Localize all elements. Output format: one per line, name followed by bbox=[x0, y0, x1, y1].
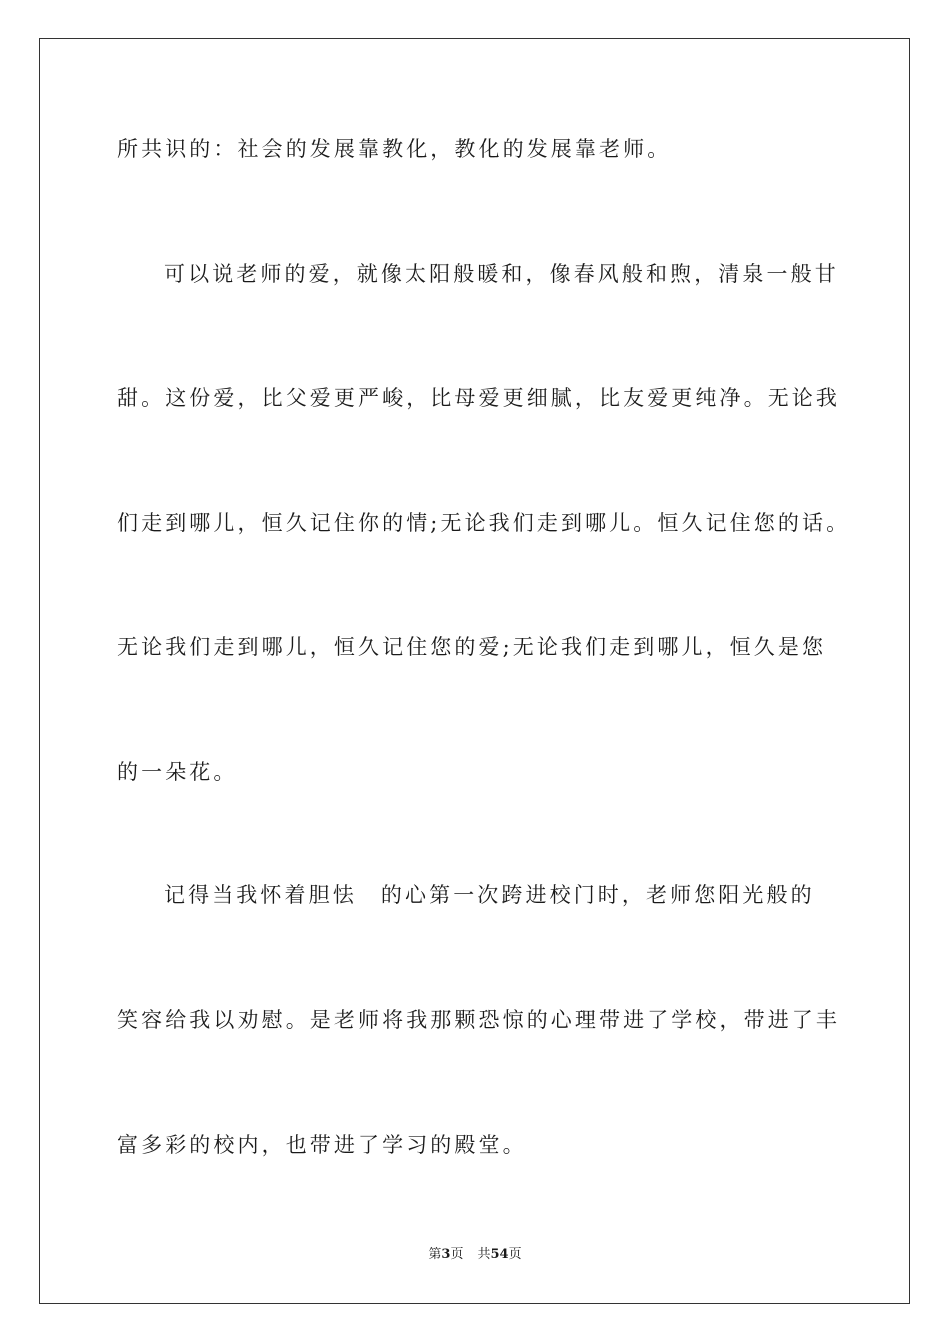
total-suffix: 页 bbox=[508, 1247, 522, 1262]
text-line: 甜。这份爱，比父爱更严峻，比母爱更细腻，比友爱更纯净。无论我 bbox=[117, 386, 840, 410]
text-line: 富多彩的校内，也带进了学习的殿堂。 bbox=[117, 1133, 527, 1157]
text-line: 笑容给我以劝慰。是老师将我那颗恐惊的心理带进了学校，带进了丰 bbox=[117, 1008, 840, 1032]
text-line: 记得当我怀着胆怯 的心第一次跨进校门时，老师您阳光般的 bbox=[164, 883, 815, 907]
page-footer bbox=[0, 1246, 950, 1264]
page-prefix: 第 bbox=[428, 1247, 442, 1262]
text-line: 无论我们走到哪儿，恒久记住您的爱;无论我们走到哪儿，恒久是您 bbox=[117, 635, 827, 659]
text-line: 的一朵花。 bbox=[117, 760, 238, 784]
total-prefix: 共 bbox=[477, 1247, 491, 1262]
page-suffix: 页 bbox=[450, 1247, 464, 1262]
text-line: 们走到哪儿，恒久记住你的情;无论我们走到哪儿。恒久记住您的话。 bbox=[117, 511, 851, 535]
text-line: 所共识的：社会的发展靠教化，教化的发展靠老师。 bbox=[117, 137, 672, 161]
page-number: 3 bbox=[441, 1247, 451, 1262]
total-pages: 54 bbox=[490, 1247, 509, 1262]
text-line: 可以说老师的爱，就像太阳般暖和，像春风般和煦，清泉一般甘 bbox=[164, 262, 839, 286]
page-border bbox=[39, 38, 910, 1304]
